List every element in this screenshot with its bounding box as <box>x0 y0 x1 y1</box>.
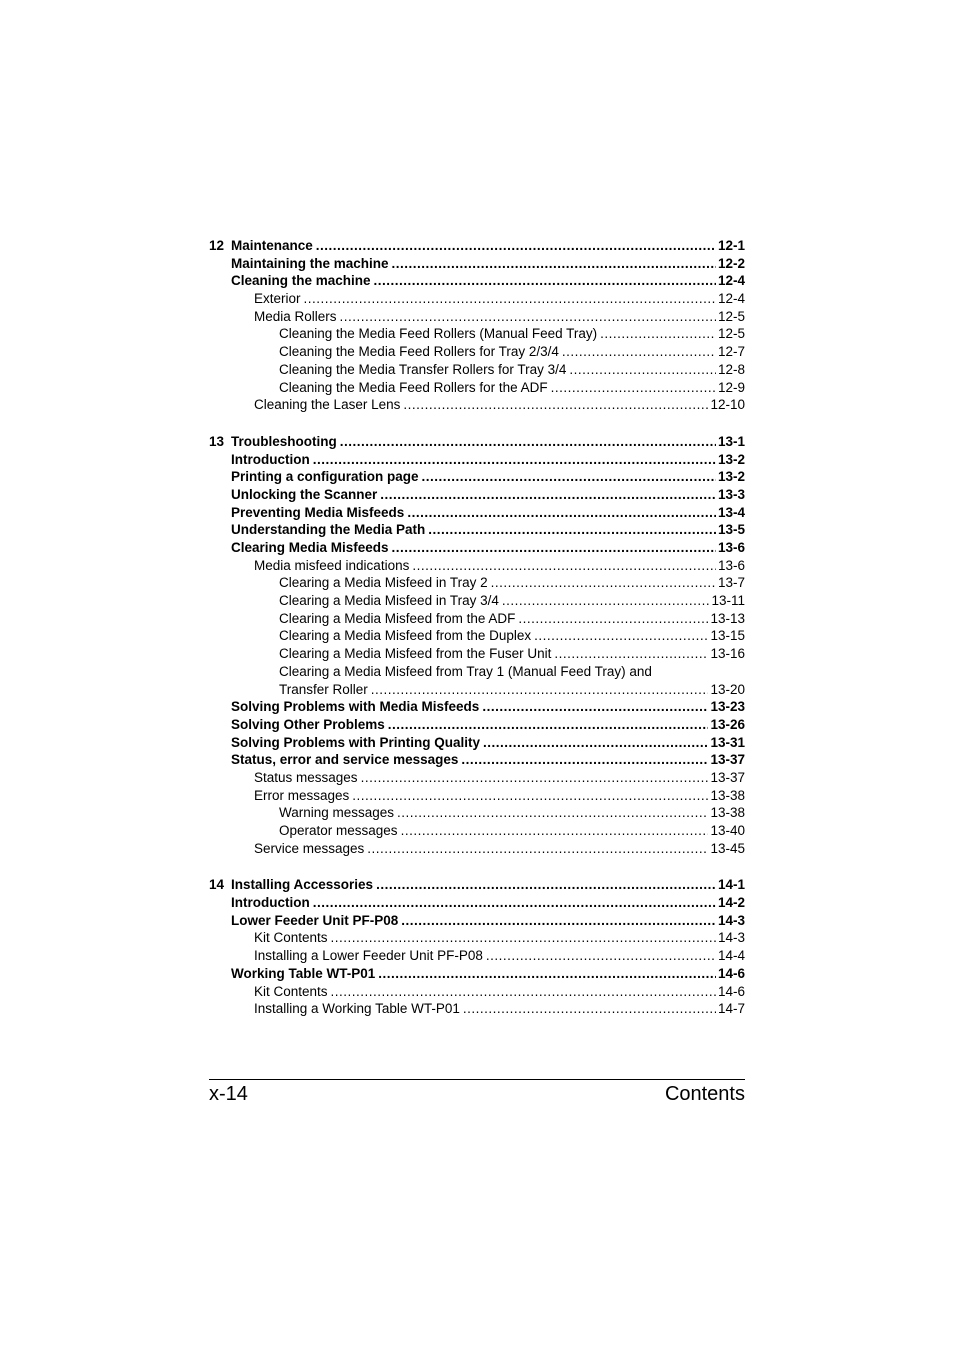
toc-entry-title: Cleaning the Media Feed Rollers (Manual Feed Tray) <box>279 326 598 342</box>
toc-entry[interactable] <box>209 272 745 290</box>
toc-entry-page: 13-6 <box>717 540 745 555</box>
toc-entry-title: Installing Accessories <box>231 877 374 893</box>
toc-entry-page: 13-11 <box>711 593 745 609</box>
toc-entry-title: Clearing a Media Misfeed in Tray 3/4 <box>279 593 499 609</box>
dot-leader <box>380 486 716 504</box>
chapter-number: 13 <box>209 433 225 449</box>
toc-entry[interactable] <box>209 947 745 965</box>
dot-leader <box>397 804 708 822</box>
page-footer <box>209 1081 745 1107</box>
toc-entry-page: 12-9 <box>717 379 745 395</box>
toc-entry-page: 13-2 <box>717 469 745 485</box>
toc-entry-title: Clearing a Media Misfeed from Tray 1 (Manual Feed Tray) and <box>279 663 652 679</box>
toc-entry-page: 12-1 <box>717 238 745 253</box>
dot-leader <box>374 272 716 290</box>
toc-entry-title: Warning messages <box>279 805 395 821</box>
toc-entry-title: Introduction <box>231 451 310 467</box>
dot-leader <box>352 787 708 805</box>
dot-leader <box>407 504 716 522</box>
toc-entry[interactable] <box>209 592 745 610</box>
dot-leader <box>313 894 716 912</box>
toc-entry-title: Transfer Roller <box>279 681 368 697</box>
toc-entry[interactable] <box>209 343 745 361</box>
toc-entry-title: Cleaning the Media Feed Rollers for Tray 2/3/4 <box>279 344 559 360</box>
toc-entry[interactable] <box>209 840 745 858</box>
toc-entry[interactable] <box>209 698 745 716</box>
toc-entry-page: 13-37 <box>710 769 745 785</box>
toc-entry-title: Clearing a Media Misfeed in Tray 2 <box>279 575 488 591</box>
toc-entry[interactable] <box>209 451 745 469</box>
toc-entry-page: 13-3 <box>717 486 745 502</box>
dot-leader <box>422 468 716 486</box>
dot-leader <box>392 255 716 273</box>
toc-entry-title: Kit Contents <box>254 983 328 999</box>
toc-entry[interactable] <box>209 396 745 414</box>
toc-entry[interactable] <box>209 574 745 592</box>
dot-leader <box>491 574 716 592</box>
toc-entry-page: 13-20 <box>710 681 745 697</box>
dot-leader <box>331 929 716 947</box>
toc-entry[interactable] <box>209 983 745 1001</box>
toc-entry[interactable] <box>209 1000 745 1018</box>
footer-section-title: Contents <box>664 1083 745 1105</box>
toc-entry-title: Exterior <box>254 291 301 307</box>
dot-leader <box>463 1000 716 1018</box>
footer-page-number: x-14 <box>209 1083 248 1105</box>
toc-entry-page: 13-45 <box>710 840 745 856</box>
toc-entry[interactable] <box>209 929 745 947</box>
toc-entry-page: 13-16 <box>710 646 745 662</box>
toc-section <box>209 876 745 1018</box>
toc-entry-page: 14-3 <box>717 930 745 946</box>
toc-entry-page: 14-6 <box>717 983 745 999</box>
dot-leader <box>361 769 709 787</box>
dot-leader <box>412 557 716 575</box>
toc-entry[interactable] <box>209 290 745 308</box>
dot-leader <box>428 521 716 539</box>
toc-entry[interactable] <box>209 894 745 912</box>
footer-divider <box>209 1079 745 1080</box>
dot-leader <box>554 645 708 663</box>
toc-entry-page: 12-10 <box>710 397 745 413</box>
toc-entry[interactable] <box>209 822 745 840</box>
toc-entry-page: 12-7 <box>717 344 745 360</box>
toc-entry-title: Solving Problems with Printing Quality <box>231 734 481 750</box>
toc-entry-page: 14-2 <box>717 895 745 911</box>
toc-entry-title: Clearing a Media Misfeed from the Duplex <box>279 628 532 644</box>
toc-entry-page: 13-4 <box>717 504 745 520</box>
toc-entry-title: Clearing Media Misfeeds <box>231 540 389 555</box>
toc-entry-page: 13-26 <box>710 716 745 732</box>
dot-leader <box>378 965 716 983</box>
dot-leader <box>403 396 708 414</box>
toc-entry[interactable] <box>209 557 745 575</box>
toc-entry-page: 12-4 <box>717 273 745 289</box>
dot-leader <box>401 822 709 840</box>
dot-leader <box>518 610 708 628</box>
toc-entry-title: Cleaning the Laser Lens <box>254 397 401 413</box>
toc-entry-title: Installing a Lower Feeder Unit PF-P08 <box>254 948 483 964</box>
dot-leader <box>534 627 708 645</box>
toc-entry-page: 13-15 <box>710 628 745 644</box>
toc-entry[interactable] <box>209 361 745 379</box>
toc-entry-title: Lower Feeder Unit PF-P08 <box>231 912 399 928</box>
dot-leader <box>371 681 709 699</box>
dot-leader <box>569 361 716 379</box>
dot-leader <box>461 751 708 769</box>
dot-leader <box>316 237 716 255</box>
toc-entry-title: Introduction <box>231 895 310 911</box>
dot-leader <box>304 290 716 308</box>
dot-leader <box>313 451 716 469</box>
toc-entry-title: Status, error and service messages <box>231 752 459 768</box>
toc-entry-page: 13-7 <box>717 575 745 591</box>
toc-entry[interactable] <box>209 751 745 769</box>
toc-entry[interactable] <box>209 610 745 628</box>
toc-entry[interactable] <box>209 769 745 787</box>
dot-leader <box>376 876 716 894</box>
toc-entry-title: Maintenance <box>231 238 313 253</box>
toc-entry[interactable] <box>209 255 745 273</box>
toc-entry-page: 13-5 <box>717 522 745 538</box>
toc-entry[interactable] <box>209 787 745 805</box>
toc-entry[interactable] <box>209 681 745 699</box>
toc-entry-page: 13-2 <box>717 451 745 467</box>
toc-entry[interactable] <box>209 468 745 486</box>
toc-entry-page: 12-8 <box>717 361 745 377</box>
toc-entry-page: 13-31 <box>710 734 745 750</box>
toc-entry[interactable] <box>209 308 745 326</box>
toc-entry-page: 13-1 <box>717 433 745 449</box>
chapter-number: 14 <box>209 877 225 893</box>
toc-entry-title: Maintaining the machine <box>231 255 389 271</box>
toc-entry-page: 14-4 <box>717 948 745 964</box>
toc-entry[interactable] <box>209 325 745 343</box>
toc-entry-title: Error messages <box>254 787 350 803</box>
toc-section <box>209 237 745 414</box>
toc-entry[interactable] <box>209 504 745 522</box>
toc-chapter-entry[interactable] <box>209 433 745 451</box>
toc-entry-title: Working Table WT-P01 <box>231 965 376 981</box>
dot-leader <box>367 840 708 858</box>
toc-entry-title: Operator messages <box>279 823 398 838</box>
toc-entry[interactable] <box>209 379 745 397</box>
toc-entry-page: 13-38 <box>710 787 745 803</box>
dot-leader <box>486 947 716 965</box>
toc-chapter-entry[interactable] <box>209 876 745 894</box>
toc-entry[interactable] <box>209 912 745 930</box>
toc-entry-page: 13-37 <box>710 752 745 768</box>
dot-leader <box>562 343 716 361</box>
toc-entry-page: 14-6 <box>717 965 745 981</box>
toc-entry-title: Solving Other Problems <box>231 716 385 732</box>
toc-entry-title: Kit Contents <box>254 930 328 946</box>
toc-entry[interactable] <box>209 539 745 557</box>
toc-entry[interactable] <box>209 716 745 734</box>
toc-entry[interactable] <box>209 804 745 822</box>
toc-entry-title: Preventing Media Misfeeds <box>231 504 405 520</box>
toc-entry-page: 13-40 <box>710 823 745 838</box>
toc-entry[interactable] <box>209 486 745 504</box>
dot-leader <box>482 698 708 716</box>
chapter-number: 12 <box>209 238 225 253</box>
table-of-contents <box>209 237 745 1037</box>
toc-entry-page: 14-3 <box>717 912 745 928</box>
dot-leader <box>502 592 710 610</box>
toc-entry-page: 13-6 <box>717 557 745 573</box>
toc-entry-title: Media misfeed indications <box>254 557 410 573</box>
toc-entry-title: Clearing a Media Misfeed from the ADF <box>279 610 516 626</box>
toc-section <box>209 433 745 858</box>
dot-leader <box>600 325 716 343</box>
toc-entry-title: Service messages <box>254 840 365 856</box>
toc-entry-page: 12-5 <box>717 308 745 324</box>
dot-leader <box>340 308 716 326</box>
toc-entry-title: Clearing a Media Misfeed from the Fuser Unit <box>279 646 552 662</box>
toc-entry-title: Solving Problems with Media Misfeeds <box>231 699 480 715</box>
toc-entry[interactable] <box>209 645 745 663</box>
dot-leader <box>388 716 709 734</box>
toc-entry-title: Printing a configuration page <box>231 469 419 485</box>
toc-entry-title: Troubleshooting <box>231 433 337 449</box>
dot-leader <box>401 912 716 930</box>
toc-entry-page: 14-7 <box>717 1001 745 1017</box>
toc-entry-page: 12-2 <box>717 255 745 271</box>
toc-entry-title: Media Rollers <box>254 308 337 324</box>
toc-entry-title: Unlocking the Scanner <box>231 486 378 502</box>
toc-entry-page: 13-13 <box>710 610 745 626</box>
toc-entry-title: Cleaning the Media Transfer Rollers for Tray 3/4 <box>279 361 567 377</box>
toc-entry[interactable] <box>209 965 745 983</box>
toc-entry-page: 13-23 <box>710 699 745 715</box>
dot-leader <box>392 539 716 557</box>
toc-entry-title: Cleaning the machine <box>231 273 371 289</box>
toc-chapter-entry[interactable] <box>209 237 745 255</box>
toc-entry-page: 12-4 <box>717 291 745 307</box>
toc-entry[interactable] <box>209 663 745 681</box>
dot-leader <box>340 433 716 451</box>
toc-entry-title: Understanding the Media Path <box>231 522 426 538</box>
toc-entry[interactable] <box>209 521 745 539</box>
dot-leader <box>331 983 716 1001</box>
toc-entry-page: 13-38 <box>710 805 745 821</box>
toc-entry[interactable] <box>209 627 745 645</box>
toc-entry-title: Cleaning the Media Feed Rollers for the ADF <box>279 379 548 395</box>
dot-leader <box>483 734 708 752</box>
toc-entry-title: Installing a Working Table WT-P01 <box>254 1001 460 1017</box>
toc-entry-page: 12-5 <box>717 326 745 342</box>
toc-entry-page: 14-1 <box>717 877 745 893</box>
toc-entry-title: Status messages <box>254 769 358 785</box>
dot-leader <box>551 379 716 397</box>
toc-entry[interactable] <box>209 734 745 752</box>
